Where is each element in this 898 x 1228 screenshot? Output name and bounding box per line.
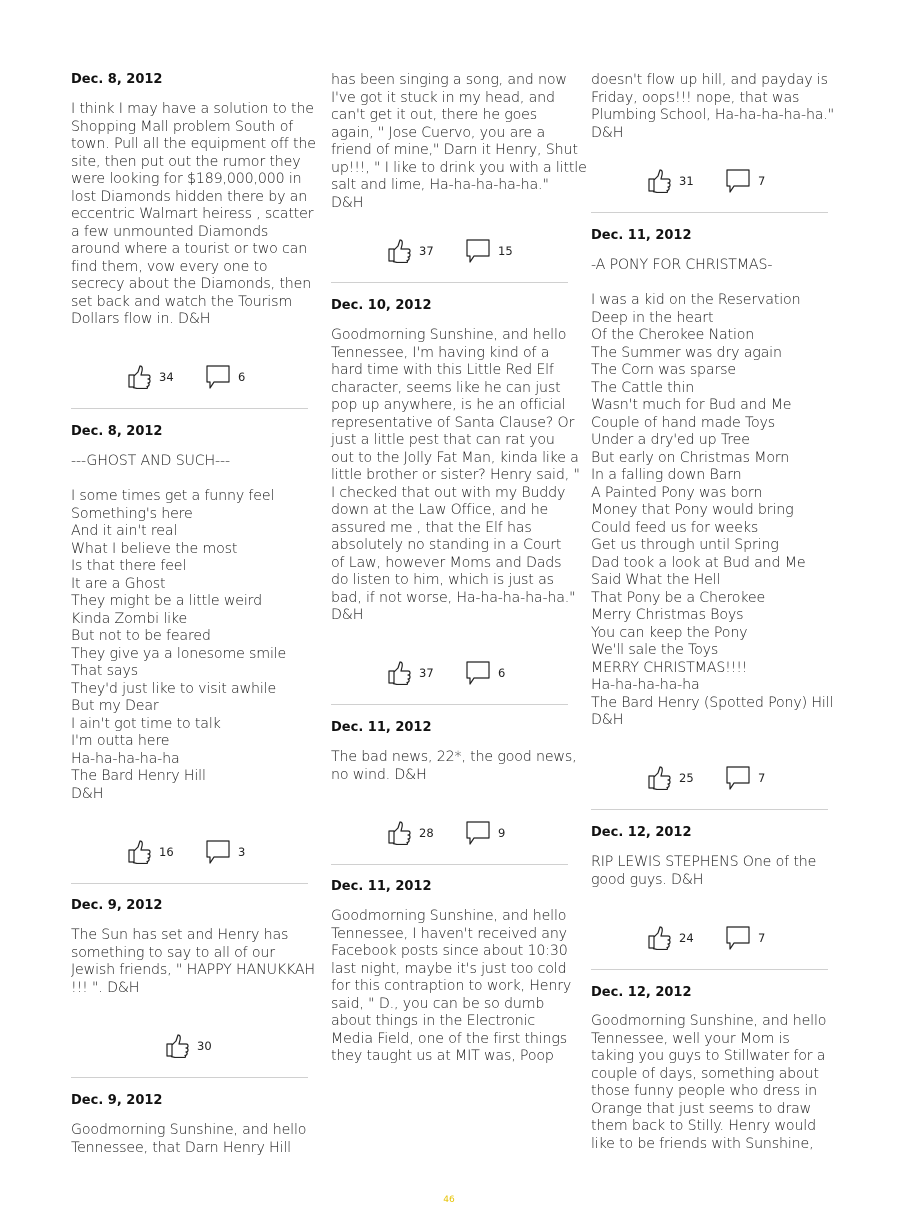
post-date: Dec. 11, 2012 (331, 879, 432, 894)
post-stats (387, 237, 547, 265)
post-stats (387, 659, 547, 687)
post-line: like to be friends with Sunshine, (591, 1135, 814, 1152)
comment-count: 3 (238, 845, 246, 859)
post-line: Ha-ha-ha-ha-ha (71, 750, 180, 767)
post-body (331, 72, 587, 212)
post-line: just a little pest that can rat you (331, 432, 555, 448)
post-line: eccentric Walmart heiress , scatter (71, 206, 314, 222)
like-button[interactable] (647, 764, 694, 792)
post-line: Dollars flow in. D&H (71, 311, 211, 327)
post-line: lost Diamonds hidden there by an (71, 188, 308, 205)
post-divider (591, 212, 828, 213)
post-body (591, 72, 835, 142)
post-line: Jewish friends, " HAPPY HANUKKAH (71, 962, 315, 978)
post-body (331, 908, 571, 1066)
post-line: Dad took a look at Bud and Me (591, 554, 806, 571)
post-line: Couple of hand made Toys (591, 414, 776, 431)
post-line: assured me , that the Elf has (331, 519, 532, 536)
comment-button[interactable] (725, 764, 765, 792)
post-line: no wind. D&H (331, 766, 427, 783)
post-line: Tennessee, that Darn Henry Hill (71, 1139, 291, 1156)
post-line: Orange that just seems to draw (591, 1100, 812, 1117)
comment-button[interactable] (465, 659, 505, 687)
post-line: up!!!, " I like to drink you with a little (331, 159, 587, 176)
comment-icon (725, 168, 751, 194)
post-line: D&H (591, 712, 624, 728)
post-date: Dec. 12, 2012 (591, 985, 692, 1000)
post-line: That Pony be a Cherokee (591, 589, 766, 606)
like-button[interactable] (387, 819, 434, 847)
post-date: Dec. 10, 2012 (331, 298, 432, 313)
post-line: character, seems like he can just (331, 379, 561, 396)
post-line (591, 275, 831, 293)
post-body (591, 854, 831, 889)
post-body (331, 327, 580, 625)
like-count: 16 (159, 845, 174, 859)
post-line: something to say to all of our (71, 944, 275, 961)
thumbs-up-icon (127, 365, 152, 389)
post-body (591, 1013, 831, 1153)
post-line: hard time with this Little Red Elf (331, 362, 554, 378)
post-divider (331, 864, 568, 865)
comment-count: 7 (758, 771, 766, 785)
post-line: The bad news, 22*, the good news, (331, 749, 577, 765)
post-line: What I believe the most (71, 540, 238, 557)
post-line: D&H (591, 124, 624, 141)
post-line: The Corn was sparse (591, 362, 736, 378)
comment-icon (725, 925, 751, 951)
post-line: Tennessee, I'm having kind of a (331, 344, 550, 361)
post-line: Is that there feel (71, 558, 187, 574)
post-body (591, 257, 834, 730)
post-line: Goodmorning Sunshine, and hello (331, 327, 567, 343)
post-date: Dec. 9, 2012 (71, 898, 163, 913)
comment-button[interactable] (465, 819, 505, 847)
post-divider (71, 408, 308, 409)
post-divider (71, 1077, 308, 1078)
post-line: secrecy about the Diamonds, then (71, 276, 312, 292)
like-button[interactable] (127, 363, 174, 391)
post-line: The Sun has set and Henry has (71, 927, 289, 943)
post-line: Kinda Zombi like (71, 610, 188, 627)
like-count: 30 (197, 1039, 212, 1053)
post-line: D&H (331, 607, 364, 623)
post-divider (71, 883, 308, 884)
post-line: Said What the Hell (591, 572, 721, 588)
like-button[interactable] (127, 838, 174, 866)
like-count: 31 (679, 174, 694, 188)
post-line: I some times get a funny feel (71, 488, 275, 504)
post-line: bad, if not worse, Ha-ha-ha-ha-ha." (331, 589, 576, 606)
post-body (71, 927, 315, 997)
post-line: Wasn't much for Bud and Me (591, 397, 792, 413)
post-line: Could feed us for weeks (591, 519, 759, 536)
post-line: for this contraption to work, Henry (331, 978, 572, 994)
comment-icon (465, 820, 491, 846)
post-line: The Cattle thin (591, 379, 695, 396)
like-button[interactable] (387, 237, 434, 265)
post-line: We'll sale the Toys (591, 642, 719, 658)
post-line: last night, maybe it's just too cold (331, 960, 567, 977)
post-divider (591, 969, 828, 970)
post-line: do listen to him, which is just as (331, 572, 554, 588)
post-line: Get us through until Spring (591, 537, 779, 553)
post-line: I ain't got time to talk (71, 715, 221, 732)
post-line: taking you guys to Stillwater for a (591, 1048, 826, 1064)
comment-button[interactable] (725, 924, 765, 952)
comment-count: 6 (238, 370, 246, 384)
post-line: They give ya a lonesome smile (71, 645, 287, 662)
post-line: friend of mine," Darn it Henry, Shut (331, 142, 578, 158)
post-line: It are a Ghost (71, 575, 166, 592)
thumbs-up-icon (165, 1034, 190, 1058)
post-line: Deep in the heart (591, 309, 714, 326)
post-line: said, " D., you can be so dumb (331, 995, 545, 1012)
post-line: absolutely no standing in a Court (331, 537, 562, 553)
thumbs-up-icon (647, 169, 672, 193)
like-count: 25 (679, 771, 694, 785)
like-button[interactable] (647, 167, 694, 195)
post-stats (647, 924, 807, 952)
comment-button[interactable] (205, 838, 245, 866)
post-date: Dec. 11, 2012 (331, 720, 432, 735)
comment-count: 15 (498, 244, 513, 258)
post-line: Money that Pony would bring (591, 502, 794, 518)
post-line: A Painted Pony was born (591, 484, 763, 501)
like-count: 24 (679, 931, 694, 945)
post-line: of Law, however Moms and Dads (331, 554, 562, 571)
post-line: They'd just like to visit awhile (71, 680, 277, 697)
post-line: Plumbing School, Ha-ha-ha-ha-ha." (591, 107, 835, 123)
post-line: Of the Cherokee Nation (591, 327, 755, 343)
post-line: MERRY CHRISTMAS!!!! (591, 659, 748, 676)
post-line: out to the Jolly Fat Man, kinda like a (331, 449, 579, 466)
post-stats (647, 167, 807, 195)
post-stats (127, 1032, 287, 1060)
post-line: them back to Stilly. Henry would (591, 1118, 816, 1134)
post-line: Under a dry'ed up Tree (591, 432, 750, 448)
thumbs-up-icon (127, 840, 152, 864)
post-stats (647, 764, 807, 792)
post-line: Media Field, one of the first things (331, 1030, 568, 1047)
post-line: good guys. D&H (591, 871, 704, 888)
thumbs-up-icon (647, 926, 672, 950)
post-line: I was a kid on the Reservation (591, 292, 801, 308)
post-line: ---GHOST AND SUCH--- (71, 453, 230, 469)
comment-count: 9 (498, 826, 506, 840)
post-line: Friday, oops!!! nope, that was (591, 89, 800, 106)
post-line: about things in the Electronic (331, 1013, 536, 1029)
post-line: those funny people who dress in (591, 1083, 817, 1099)
post-line: can't get it out, there he goes (331, 107, 537, 123)
post-line: In a falling down Barn (591, 467, 742, 483)
post-line: I checked that out with my Buddy (331, 484, 566, 501)
post-line: The Bard Henry (Spotted Pony) Hill (591, 694, 834, 711)
like-button[interactable] (165, 1032, 212, 1060)
post-divider (591, 809, 828, 810)
post-line: doesn't flow up hill, and payday is (591, 72, 828, 88)
post-line: RIP LEWIS STEPHENS One of the (591, 854, 817, 870)
post-body (331, 749, 577, 784)
post-line: That says (71, 663, 138, 679)
post-date: Dec. 9, 2012 (71, 1093, 163, 1108)
post-line: The Bard Henry Hill (71, 768, 206, 784)
post-date: Dec. 11, 2012 (591, 228, 692, 243)
like-count: 37 (419, 244, 434, 258)
post-line: Goodmorning Sunshine, and hello (591, 1013, 827, 1029)
post-line: were looking for $189,000,000 in (71, 171, 302, 187)
post-line: little brother or sister? Henry said, " (331, 467, 580, 483)
post-line: find them, vow every one to (71, 258, 268, 275)
comment-icon (465, 660, 491, 686)
post-line: -A PONY FOR CHRISTMAS- (591, 257, 773, 273)
comment-count: 7 (758, 931, 766, 945)
post-divider (331, 704, 568, 705)
post-line: Goodmorning Sunshine, and hello (331, 908, 567, 924)
post-line: site, then put out the rumor they (71, 153, 301, 170)
like-button[interactable] (647, 924, 694, 952)
post-line: a few unmounted Diamonds (71, 223, 269, 240)
post-line: Tennessee, well your Mom is (591, 1030, 790, 1047)
comment-icon (725, 765, 751, 791)
post-line: town. Pull all the equipment off the (71, 136, 316, 152)
post-line: Merry Christmas Boys (591, 607, 744, 623)
post-body (71, 453, 311, 803)
post-line: They might be a little weird (71, 593, 262, 609)
post-line: couple of days, something about (591, 1065, 819, 1082)
post-line: Facebook posts since about 10:30 (331, 943, 568, 959)
post-line: I'm outta here (71, 733, 170, 749)
post-line: Goodmorning Sunshine, and hello (71, 1122, 307, 1138)
comment-button[interactable] (205, 363, 245, 391)
post-date: Dec. 8, 2012 (71, 72, 163, 87)
post-line: they taught us at MIT was, Poop (331, 1048, 554, 1064)
post-line: The Summer was dry again (591, 344, 782, 361)
like-count: 28 (419, 826, 434, 840)
post-stats (127, 363, 287, 391)
like-count: 37 (419, 666, 434, 680)
post-line (71, 471, 311, 489)
post-line: And it ain't real (71, 523, 178, 539)
comment-button[interactable] (725, 167, 765, 195)
like-count: 34 (159, 370, 174, 384)
post-body (71, 1122, 311, 1157)
post-stats (127, 838, 287, 866)
post-date: Dec. 8, 2012 (71, 424, 163, 439)
comment-button[interactable] (465, 237, 513, 265)
post-line: Tennessee, I haven't received any (331, 925, 567, 942)
post-line: Ha-ha-ha-ha-ha (591, 677, 700, 693)
post-line: has been singing a song, and now (331, 72, 567, 88)
post-stats (387, 819, 547, 847)
post-line: But not to be feared (71, 628, 211, 644)
post-line: pop up anywhere, is he an official (331, 397, 566, 413)
post-line: set back and watch the Tourism (71, 293, 292, 310)
post-line: salt and lime, Ha-ha-ha-ha-ha." (331, 177, 549, 193)
post-line: But my Dear (71, 698, 159, 714)
comment-icon (205, 839, 231, 865)
post-line: again, " Jose Cuervo, you are a (331, 124, 546, 141)
post-line: around where a tourist or two can (71, 241, 308, 257)
post-line: D&H (331, 194, 364, 211)
post-line: I think I may have a solution to the (71, 101, 314, 117)
post-line: You can keep the Pony (591, 624, 748, 641)
thumbs-up-icon (387, 821, 412, 845)
comment-icon (205, 364, 231, 390)
post-date: Dec. 12, 2012 (591, 825, 692, 840)
post-body (71, 101, 316, 329)
comment-icon (465, 238, 491, 264)
thumbs-up-icon (647, 766, 672, 790)
comment-count: 7 (758, 174, 766, 188)
post-divider (331, 282, 568, 283)
thumbs-up-icon (387, 661, 412, 685)
post-line: D&H (71, 785, 104, 802)
post-line: representative of Santa Clause? Or (331, 414, 575, 431)
post-line: Shopping Mall problem South of (71, 118, 294, 135)
thumbs-up-icon (387, 239, 412, 263)
post-line: !!! ". D&H (71, 979, 140, 996)
page-number: 46 (443, 1195, 455, 1205)
post-line: down at the Law Office, and he (331, 502, 549, 518)
comment-count: 6 (498, 666, 506, 680)
post-line: But early on Christmas Morn (591, 449, 790, 466)
post-line: Something's here (71, 505, 193, 522)
post-line: I've got it stuck in my head, and (331, 89, 555, 106)
like-button[interactable] (387, 659, 434, 687)
